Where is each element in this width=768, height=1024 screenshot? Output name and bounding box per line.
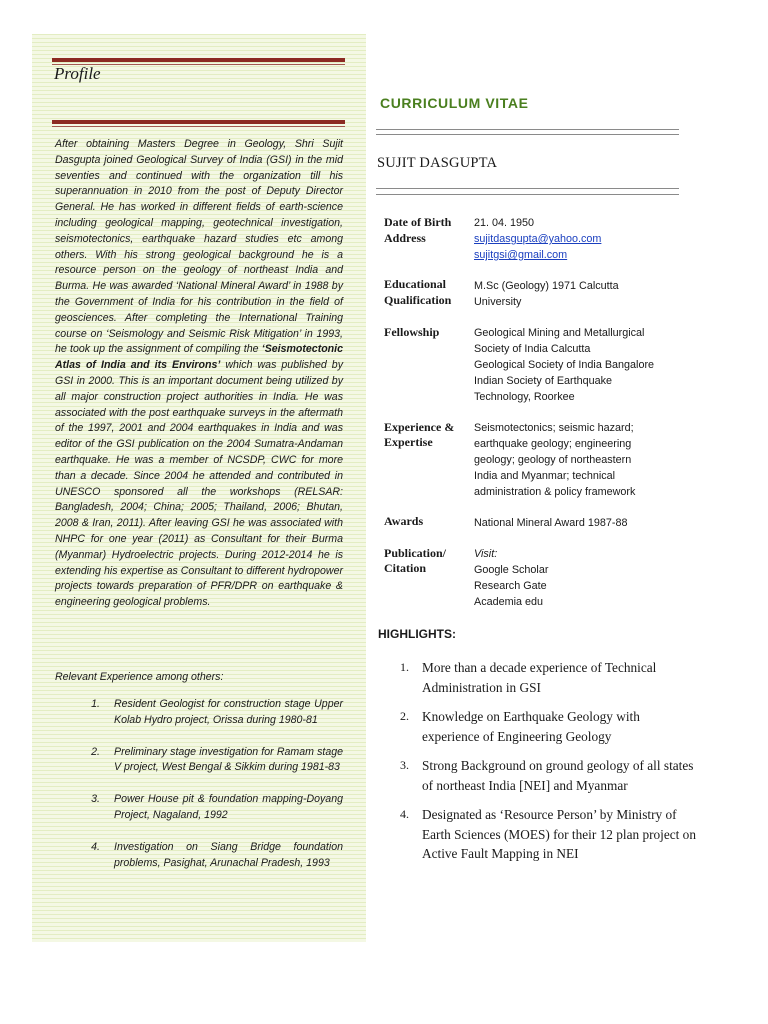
citation-label: Citation bbox=[384, 561, 426, 575]
list-item bbox=[370, 805, 700, 864]
awards-label: Awards bbox=[384, 514, 424, 528]
list-number: 1. bbox=[91, 698, 100, 710]
profile-bottom-bar bbox=[52, 120, 345, 124]
relevant-experience-heading: Relevant Experience among others: bbox=[55, 671, 224, 683]
list-text: Knowledge on Earthquake Geology with experience of Engineering Geology bbox=[422, 709, 640, 744]
fellowship-value-5: Technology, Roorkee bbox=[474, 391, 575, 403]
list-item bbox=[370, 756, 700, 795]
dob-value: 21. 04. 1950 bbox=[474, 217, 535, 229]
list-text: Designated as ‘Resource Person’ by Ministry of Earth Sciences (MOES) for their 12 plan project on Active Fault Mapping in NEI bbox=[422, 807, 696, 861]
list-number: 3. bbox=[91, 793, 100, 806]
list-item bbox=[55, 697, 343, 729]
relevant-experience-list bbox=[55, 697, 343, 887]
list-item bbox=[370, 658, 700, 697]
list-item bbox=[370, 707, 700, 746]
divider bbox=[376, 134, 679, 135]
list-text: More than a decade experience of Technical Administration in GSI bbox=[422, 660, 657, 695]
cv-title: CURRICULUM VITAE bbox=[380, 95, 529, 111]
fellowship-value-4: Indian Society of Earthquake bbox=[474, 375, 613, 387]
fellowship-value-3: Geological Society of India Bangalore bbox=[474, 359, 655, 371]
divider bbox=[376, 194, 679, 195]
experience-label: Experience & bbox=[384, 420, 455, 434]
email-link-gmail[interactable]: sujitgsi@gmail.com bbox=[474, 249, 568, 261]
publication-google-scholar: Google Scholar bbox=[474, 564, 549, 576]
highlights-title: HIGHLIGHTS: bbox=[378, 627, 456, 641]
expertise-value-4: India and Myanmar; technical bbox=[474, 470, 616, 482]
expertise-value-3: geology; geology of northeastern bbox=[474, 454, 632, 466]
list-text: Resident Geologist for construction stage Upper Kolab Hydro project, Orissa during 1980-81 bbox=[114, 698, 343, 726]
list-text: Preliminary stage investigation for Ramam stage V project, West Bengal & Sikkim during 1981-83 bbox=[114, 745, 343, 774]
bio-atlas-title: ‘Seismotectonic Atlas of India and its Environs’ bbox=[55, 343, 343, 372]
profile-bio bbox=[55, 137, 343, 611]
profile-bottom-bar-thin bbox=[52, 126, 345, 127]
divider bbox=[376, 188, 679, 189]
education-value: M.Sc (Geology) 1971 Calcutta bbox=[474, 280, 619, 292]
list-number: 2. bbox=[400, 709, 409, 723]
bio-text-2: which was published by GSI in 2000. This is an important document being utilized by all major construction project authorities in India. He was associated with the post earthquake surveys in the aftermath of the 1997, 2001 and 2004 earthquakes in India and was editor of the GSI publication on the 2004 Sumatra-Andaman earthquake. He was a member of NCSDP, CWC for more than a decade. Since 2004 he attended and contributed in UNESCO sponsored all the workshops (RELSAR: Bangladesh, 2004; China; 2005; Thailand, 2006; Bhutan, 2008 & Iran, 2011). After leaving GSI he was associated with NHPC for one year (2011) as Consultant for their Burma (Myanmar) Hydroelectric projects. During 2012-2014 he is extending his expertise as Consultant to different hydropower projects towards preparation of PFR/DPR on earthquake & engineering geological problems. bbox=[55, 359, 344, 609]
education-label: Educational bbox=[384, 277, 447, 291]
email-link-yahoo[interactable]: sujitdasgupta@yahoo.com bbox=[474, 233, 602, 245]
education-value-2: University bbox=[474, 296, 522, 308]
list-number: 4. bbox=[91, 840, 100, 853]
expertise-value-5: administration & policy framework bbox=[474, 486, 636, 498]
publication-academia: Academia edu bbox=[474, 596, 544, 608]
profile-top-bar bbox=[52, 58, 345, 62]
list-number: 3. bbox=[400, 758, 409, 772]
list-text: Strong Background on ground geology of all states of northeast India [NEI] and Myanmar bbox=[422, 758, 694, 793]
list-text: Power House pit & foundation mapping-Doyang Project, Nagaland, 1992 bbox=[114, 793, 343, 821]
list-number: 1. bbox=[400, 660, 409, 674]
list-number: 4. bbox=[400, 807, 409, 821]
expertise-label: Expertise bbox=[384, 435, 433, 449]
fellowship-value-2: Society of India Calcutta bbox=[474, 343, 591, 355]
publication-label: Publication/ bbox=[384, 546, 447, 560]
list-item bbox=[55, 792, 343, 824]
publication-research-gate: Research Gate bbox=[474, 580, 547, 592]
list-item bbox=[55, 840, 343, 872]
list-text: Investigation on Siang Bridge foundation problems, Pasighat, Arunachal Pradesh, 1993 bbox=[114, 840, 343, 869]
divider bbox=[376, 129, 679, 130]
fellowship-label: Fellowship bbox=[384, 325, 440, 339]
education-label-2: Qualification bbox=[384, 293, 452, 307]
bio-text-1: After obtaining Masters Degree in Geology, Shri Sujit Dasgupta joined Geological Survey of India (GSI) in the mid seventies and continued with the organization till his superannuation in 2010 from the post of Deputy Director General. He has worked in different fields of earth-science including geological mapping, geotechnical investigation, seismotectonics, earthquake hazard studies etc among others. With his strong geological background he is a resource person on the geology of northeast India and Burma. He was awarded ‘National Mineral Award’ in 1988 by the Government of India for his contribution in the field of geosciences. After completing the International Training course on ‘Seismology and Seismic Risk Mitigation’ in 1993, he took up the assignment of compiling the bbox=[55, 138, 343, 356]
highlights-list bbox=[370, 658, 700, 874]
expertise-value-1: Seismotectonics; seismic hazard; bbox=[474, 422, 634, 434]
publication-visit: Visit: bbox=[474, 548, 498, 560]
address-label: Address bbox=[384, 231, 426, 245]
profile-title: Profile bbox=[54, 64, 101, 83]
list-number: 2. bbox=[91, 745, 100, 758]
dob-label: Date of Birth bbox=[384, 215, 452, 229]
expertise-value-2: earthquake geology; engineering bbox=[474, 438, 632, 450]
list-item bbox=[55, 745, 343, 777]
fellowship-value-1: Geological Mining and Metallurgical bbox=[474, 327, 645, 339]
awards-value: National Mineral Award 1987-88 bbox=[474, 517, 628, 529]
candidate-name: SUJIT DASGUPTA bbox=[377, 155, 498, 171]
